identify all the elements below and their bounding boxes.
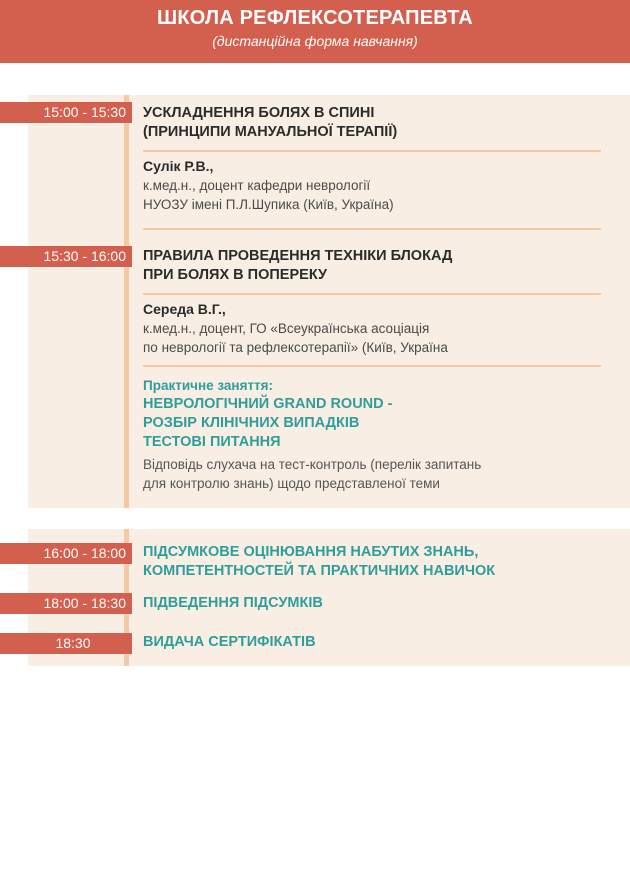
topic-line: ПІДВЕДЕННЯ ПІДСУМКІВ: [143, 595, 323, 611]
speaker-name: Сулік Р.В.,: [143, 158, 214, 174]
affiliation-line: к.мед.н., доцент кафедри неврології: [143, 178, 371, 193]
speaker-affiliation: [143, 319, 448, 357]
description-line: Відповідь слухача на тест-контроль (перелік запитань: [143, 457, 482, 472]
timeline-divider-1: [124, 95, 129, 508]
practical-topic-line: РОЗБІР КЛІНІЧНИХ ВИПАДКІВ: [143, 415, 360, 431]
divider: [143, 228, 601, 230]
topic-line: КОМПЕТЕНТНОСТЕЙ ТА ПРАКТИЧНИХ НАВИЧОК: [143, 563, 496, 579]
divider: [143, 150, 601, 152]
topic-line: (ПРИНЦИПИ МАНУАЛЬНОЇ ТЕРАПІЇ): [143, 124, 398, 140]
page-header: [0, 0, 630, 63]
final-item-topic: [143, 633, 316, 652]
page-subtitle: (дистанційна форма навчання): [212, 33, 418, 49]
practical-label: Практичне заняття:: [143, 378, 274, 393]
practical-description: [143, 455, 481, 493]
divider: [143, 293, 601, 295]
topic-line: ПРАВИЛА ПРОВЕДЕННЯ ТЕХНІКИ БЛОКАД: [143, 248, 453, 264]
session-topic: [143, 104, 397, 142]
session-topic: [143, 247, 452, 285]
session-time: 15:00 - 15:30: [0, 102, 132, 123]
affiliation-line: по неврології та рефлексотерапії» (Київ, Україна: [143, 340, 448, 355]
final-item-topic: [143, 594, 323, 613]
topic-line: ПРИ БОЛЯХ В ПОПЕРЕКУ: [143, 267, 328, 283]
speaker-affiliation: [143, 176, 394, 214]
page-title: ШКОЛА РЕФЛЕКСОТЕРАПЕВТА: [157, 7, 473, 29]
practical-topic-line: НЕВРОЛОГІЧНИЙ GRAND ROUND -: [143, 396, 393, 412]
description-line: для контролю знань) щодо представленої теми: [143, 476, 440, 491]
practical-topic: [143, 395, 392, 452]
session-time: 15:30 - 16:00: [0, 246, 132, 267]
final-item-time: 16:00 - 18:00: [0, 543, 132, 564]
topic-line: ПІДСУМКОВЕ ОЦІНЮВАННЯ НАБУТИХ ЗНАНЬ,: [143, 544, 479, 560]
affiliation-line: к.мед.н., доцент, ГО «Всеукраїнська асоціація: [143, 321, 430, 336]
final-item-time: 18:00 - 18:30: [0, 593, 132, 614]
topic-line: ВИДАЧА СЕРТИФІКАТІВ: [143, 634, 316, 650]
affiliation-line: НУОЗУ імені П.Л.Шупика (Київ, Україна): [143, 197, 394, 212]
practical-topic-line: ТЕСТОВІ ПИТАННЯ: [143, 434, 281, 450]
divider: [143, 365, 601, 367]
final-item-topic: [143, 543, 495, 581]
topic-line: УСКЛАДНЕННЯ БОЛЯХ В СПИНІ: [143, 105, 375, 121]
final-item-time: 18:30: [0, 633, 132, 654]
speaker-name: Середа В.Г.,: [143, 301, 226, 317]
